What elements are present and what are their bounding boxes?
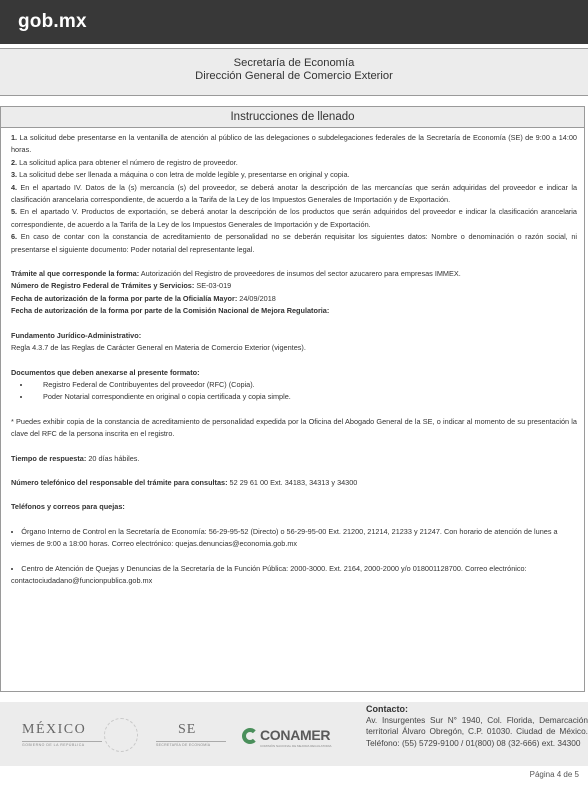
mexico-logo-subtitle: GOBIERNO DE LA REPÚBLICA — [22, 741, 102, 747]
fundamento-label: Fundamento Jurídico-Administrativo: — [11, 330, 142, 340]
conamer-logo: CONAMER — [260, 727, 331, 743]
instructions-box — [0, 106, 585, 692]
list-item: • Poder Notarial correspondiente en original o copia certificada y copia simple. — [31, 391, 577, 403]
item-number: 1. — [11, 133, 18, 142]
item-number: 6. — [11, 232, 18, 242]
instructions-content — [11, 132, 577, 587]
contact-text: Av. Insurgentes Sur N° 1940, Col. Florida, Demarcación territorial Álvaro Obregón, C.P. 01030. Ciudad de México. Teléfono: (55) 5729-9100 / 01(800) 08 (32-666) ext. 34300 — [366, 715, 588, 748]
registro-line: Número de Registro Federal de Trámites y Servicios: SE-03-019 — [11, 281, 232, 291]
item-text: En caso de contar con la constancia de acreditamiento de personalidad no se deberán requisitar los siguientes datos: Nombre o denominación o razón social, ni presentarse el siguiente documento: Poder notarial del representante legal. — [11, 232, 577, 254]
contact-block — [366, 704, 588, 749]
seal-icon — [104, 718, 138, 752]
item-text: En el apartado IV. Datos de la (s) mercancía (s) del proveedor, se deberá anotar la descripción de las mercancías que serán adquiridas del proveedor e indicar la clasificación arancelaria correspondiente, de acuerdo a la Tarifa de la Ley de los Impuestos Generales de Importación y de Exportación. — [11, 182, 577, 205]
page-number: Página 4 de 5 — [529, 770, 579, 779]
direccion-title: Dirección General de Comercio Exterior — [195, 70, 393, 82]
item-number: 3. — [11, 170, 18, 180]
top-bar — [0, 0, 588, 44]
fundamento-value: Regla 4.3.7 de las Reglas de Carácter General en Materia de Comercio Exterior (vigentes). — [11, 343, 306, 353]
conamer-mark-icon — [242, 728, 258, 744]
telefonos-label: Teléfonos y correos para quejas: — [11, 502, 125, 512]
secretaria-title: Secretaría de Economía — [233, 57, 355, 69]
item-text: La solicitud aplica para obtener el número de registro de proveedor. — [17, 157, 238, 167]
footer — [0, 702, 588, 766]
fecha-cnmr-line: Fecha de autorización de la forma por parte de la Comisión Nacional de Mejora Regulatoria: — [11, 306, 330, 316]
instruction-item — [11, 182, 577, 207]
documentos-label: Documentos que deben anexarse al presente formato: — [11, 367, 200, 377]
nota: * Puedes exhibir copia de la constancia de acreditamiento de personalidad expedida por la Oficina del Abogado General de la SE, o indicar al momento de su presentación la clave del RFC de la persona inscrita en el registro. — [11, 416, 577, 439]
item-number: 4. — [11, 182, 18, 192]
item-text: La solicitud debe ser llenada a máquina o con letra de molde legible y, presentarse en original y copia. — [17, 170, 350, 180]
mexico-logo: MÉXICO — [22, 722, 87, 737]
tramite-line: Trámite al que corresponde la forma: Autorización del Registro de proveedores de insumos del sector azucarero para empresas IMMEX. — [11, 269, 461, 279]
gobmx-logo[interactable]: gob.mx — [18, 11, 87, 32]
contact-title: Contacto: — [366, 704, 408, 714]
list-item: • Órgano Interno de Control en la Secretaría de Economía: 56-29-95-52 (Directo) o 56-29-95-00 Ext. 21200, 21214, 21233 y 21247. Con horario de atención de lunes a viernes de 9:00 a 18:00 horas. Correo electrónico: quejas.denuncias@economia.gob.mx — [11, 526, 577, 551]
instruction-item — [11, 206, 577, 231]
instruction-item — [11, 231, 577, 256]
list-item: • Registro Federal de Contribuyentes del proveedor (RFC) (Copia). — [31, 379, 577, 391]
footer-logos — [14, 716, 354, 756]
fecha-om-line: Fecha de autorización de la forma por parte de la Oficialía Mayor: 24/09/2018 — [11, 293, 276, 303]
documentos-list — [11, 379, 577, 404]
se-logo: SE — [178, 722, 197, 737]
list-item: • Centro de Atención de Quejas y Denuncias de la Secretaría de la Función Pública: 2000-3000. Ext. 2164, 2000-2000 y/o 018001128700. Correo electrónico: contactociudadano@funcionpublica.gob.mx — [11, 563, 577, 588]
quejas-list — [11, 563, 577, 588]
se-logo-subtitle: SECRETARÍA DE ECONOMÍA — [156, 741, 226, 747]
item-number: 5. — [11, 207, 18, 217]
instruction-item — [11, 157, 577, 169]
tiempo-line: Tiempo de respuesta: 20 días hábiles. — [11, 453, 140, 463]
item-number: 2. — [11, 157, 18, 167]
conamer-logo-subtitle: COMISIÓN NACIONAL DE MEJORA REGULATORIA — [260, 744, 332, 748]
item-text: La solicitud debe presentarse en la ventanilla de atención al público de las delegaciones o subdelegaciones federales de la Secretaría de Economía (SE) de 9:00 a 14:00 horas. — [11, 133, 577, 155]
instruction-item — [11, 132, 577, 157]
instructions-title: Instrucciones de llenado — [1, 107, 584, 128]
item-text: En el apartado V. Productos de exportación, se deberá anotar la descripción de los productos que serán adquiridos del proveedor e indicar la clasificación arancelaria correspondiente, de acuerdo a la Tarifa de la Ley de los Impuestos Generales de Importación y de Exportación. — [11, 207, 577, 229]
section-header — [0, 48, 588, 96]
telefono-line: Número telefónico del responsable del trámite para consultas: 52 29 61 00 Ext. 34183, 34313 y 34300 — [11, 477, 358, 487]
instruction-item — [11, 169, 577, 181]
quejas-list — [11, 526, 577, 551]
